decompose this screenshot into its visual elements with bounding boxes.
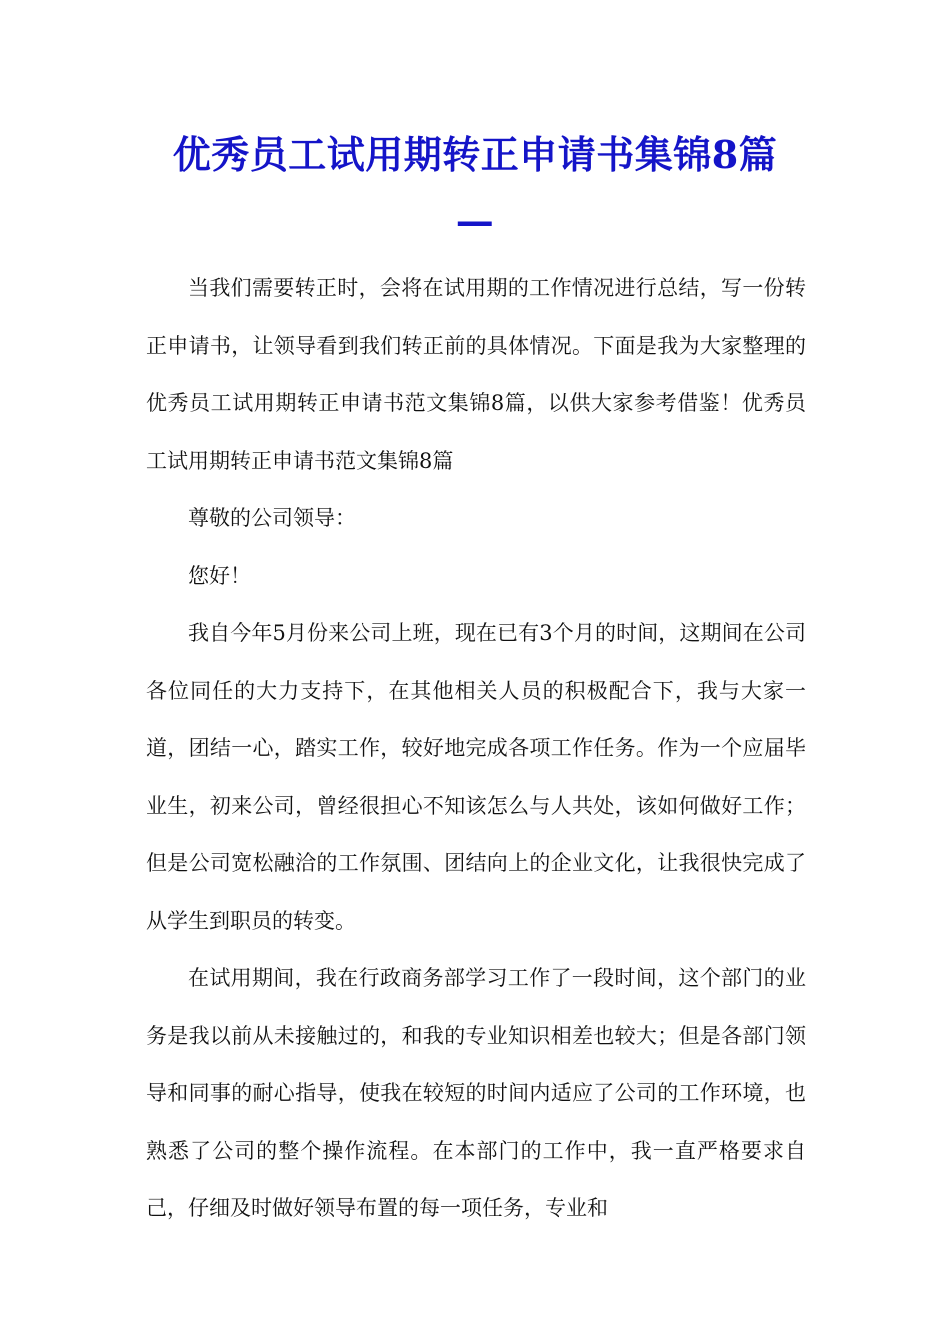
greeting: 您好！: [188, 563, 251, 588]
document-body: [146, 260, 806, 1238]
document-title: 优秀员工试用期转正申请书集锦8篇: [172, 132, 778, 177]
body-paragraph-1: 我自今年5月份来公司上班，现在已有3个月的时间，这期间在公司各位同任的大力支持下，在其他相关人员的积极配合下，我与大家一道，团结一心，踏实工作，较好地完成各项工作任务。作为一个应届毕业生，初来公司，曾经很担心不知该怎么与人共处，该如何做好工作；但是公司宽松融洽的工作氛围、团结向上的企业文化，让我很快完成了从学生到职员的转变。: [146, 621, 806, 933]
intro-paragraph: 当我们需要转正时，会将在试用期的工作情况进行总结，写一份转正申请书，让领导看到我们转正前的具体情况。下面是我为大家整理的优秀员工试用期转正申请书范文集锦8篇，以供大家参考借鉴！优秀员工试用期转正申请书范文集锦8篇: [146, 276, 806, 473]
document-title-dash: —: [455, 198, 495, 243]
salutation: 尊敬的公司领导：: [188, 506, 356, 530]
body-paragraph-2: 在试用期间，我在行政商务部学习工作了一段时间，这个部门的业务是我以前从未接触过的，和我的专业知识相差也较大；但是各部门领导和同事的耐心指导，使我在较短的时间内适应了公司的工作环境，也熟悉了公司的整个操作流程。在本部门的工作中，我一直严格要求自己，仔细及时做好领导布置的每一项任务，专业和: [146, 966, 806, 1220]
